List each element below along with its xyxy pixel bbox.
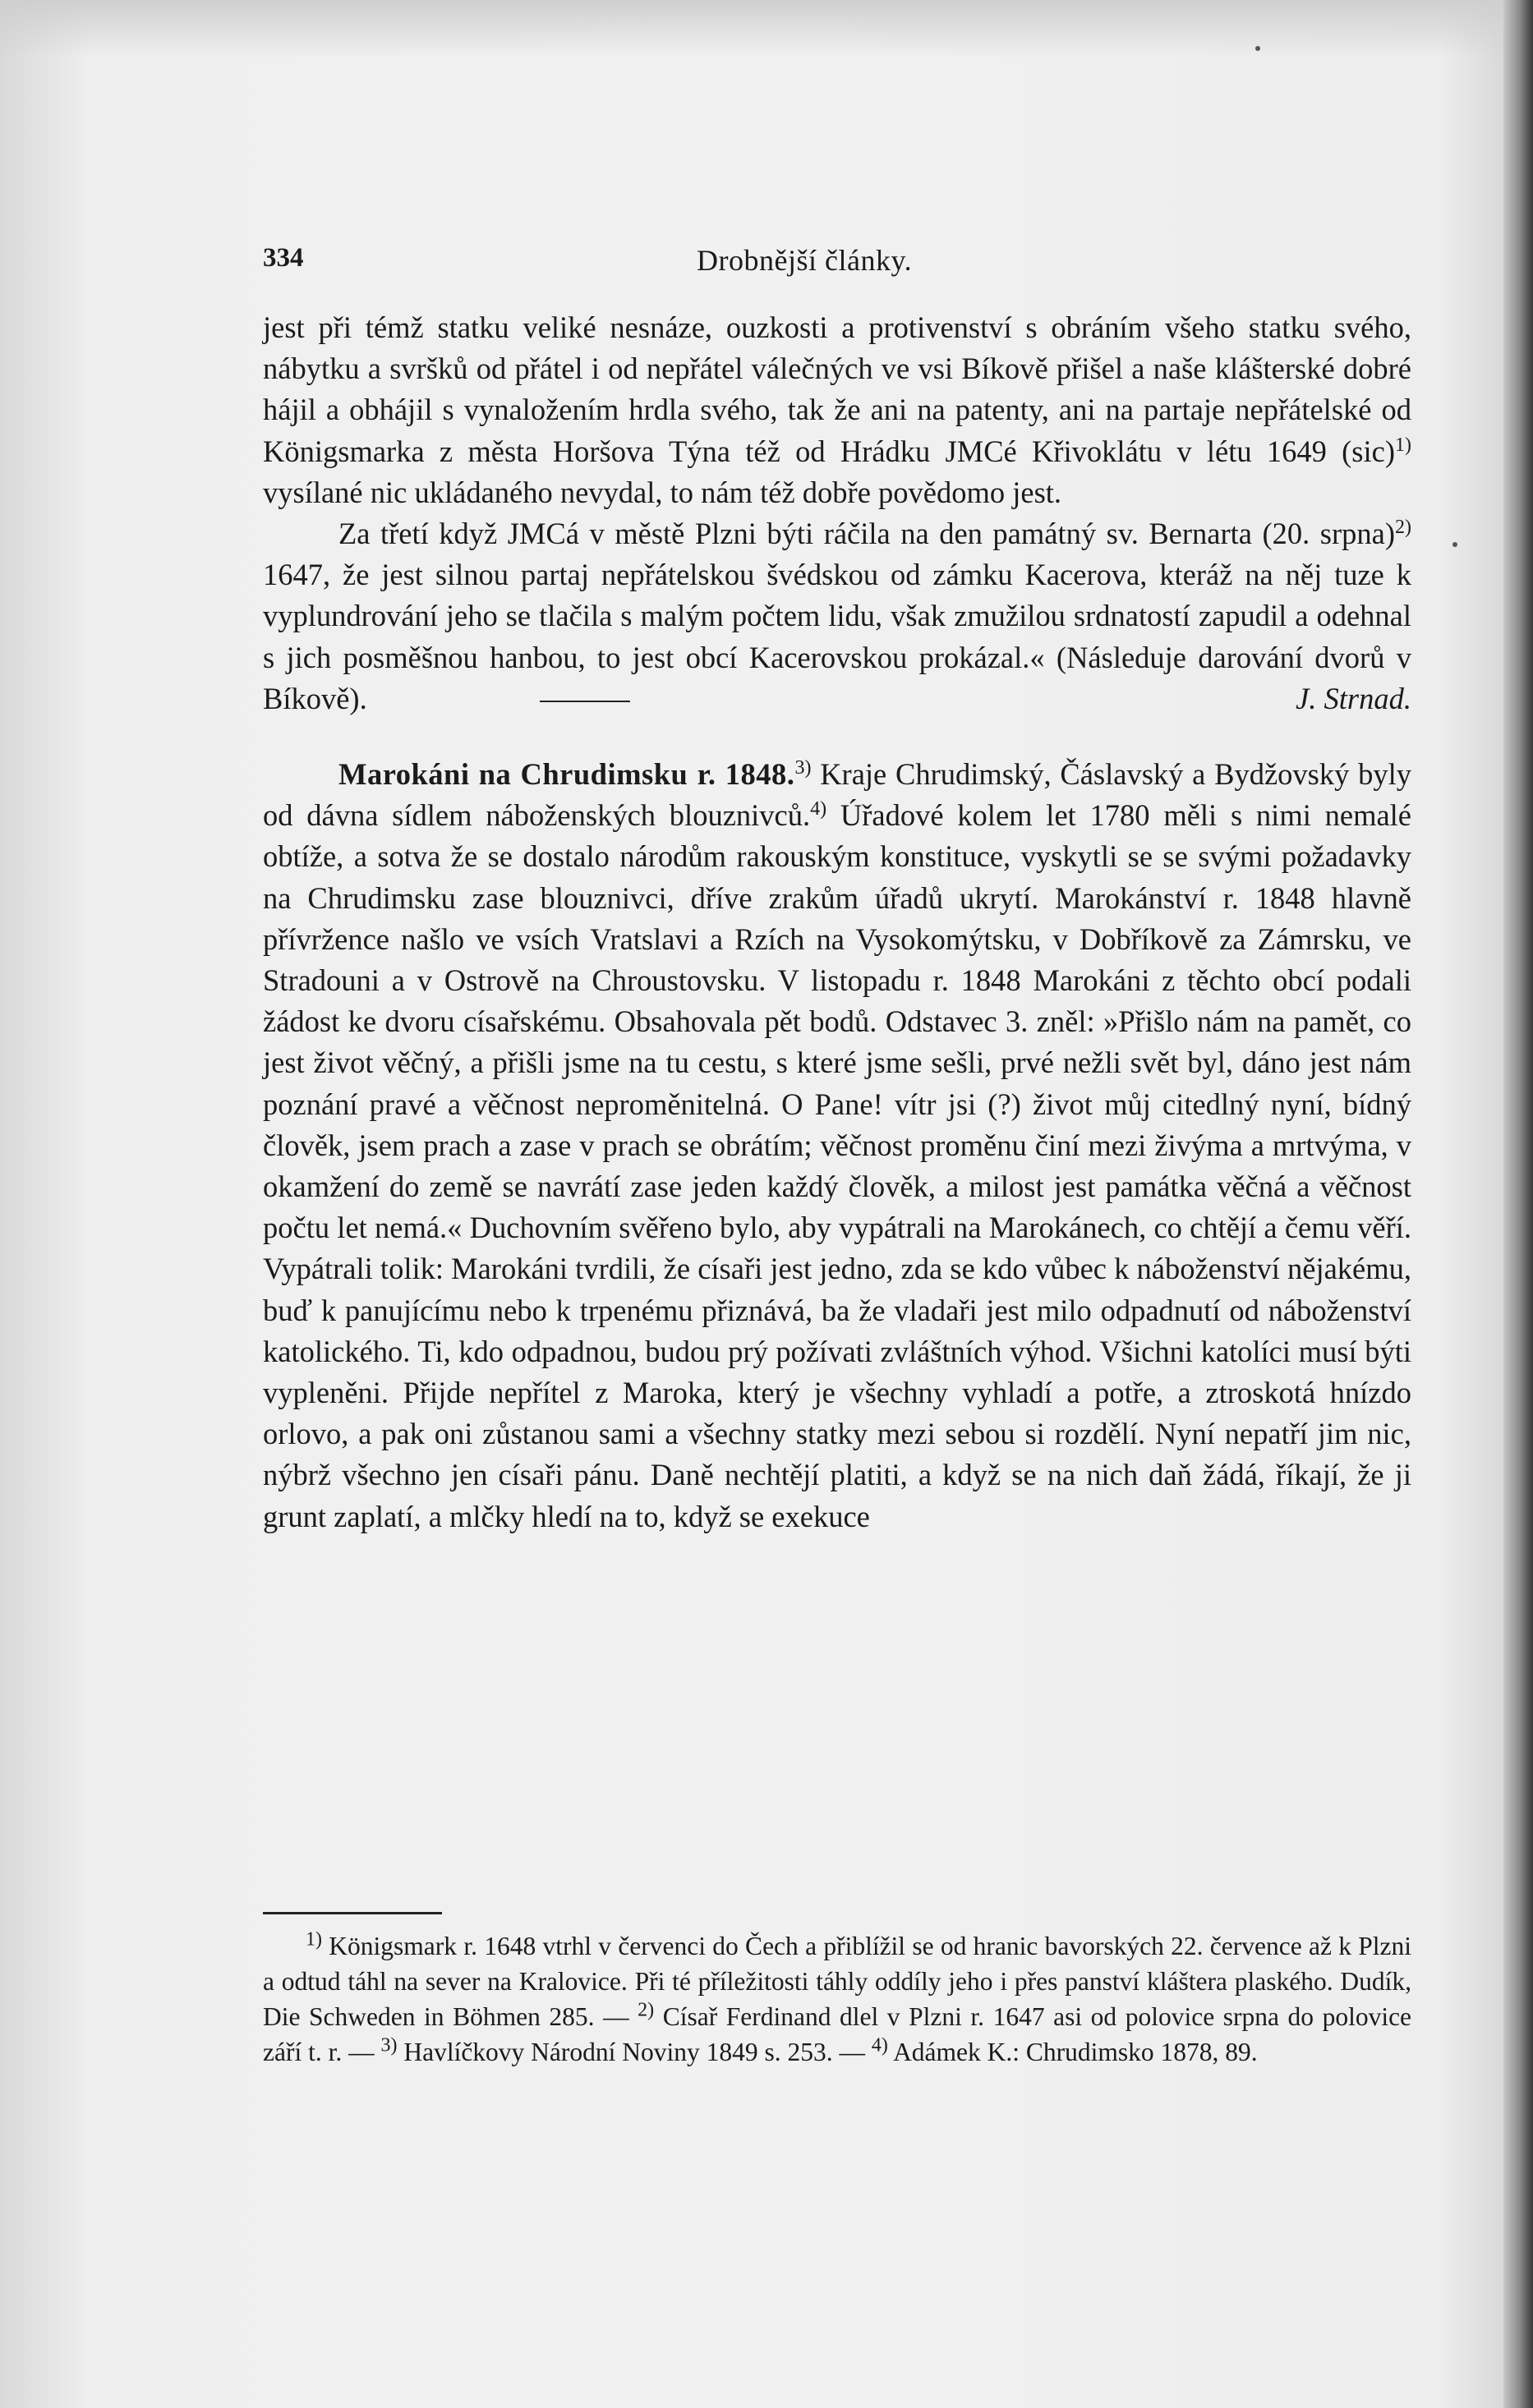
footnote-ref: 1): [1395, 434, 1411, 456]
text-run: Úřadové kolem let 1780 měli s nimi nemalé obtíže, a sotva že se dostalo národům rakouským konstituce, vyskytli se se svými požadavky na Chrudimsku zase blouznivci, dříve zrakům úřadů ukrytí. Marokánství r. 1848 hlavně přívržence našlo ve vsích Vratslavi a Rzích na Vysokomýtsku, v Dobříkově za Zámrsku, ve Stradouni a v Ostrově na Chroustovsku. V listopadu r. 1848 Marokáni z těchto obcí podali žádost ke dvoru císařskému. Obsahovala pět bodů. Odstavec 3. zněl: »Přišlo nám na pamět, co jest život věčný, a přišli jsme na tu cestu, s které jsme sešli, prvé nežli svět byl, dáno jest nám poznání pravé a věčnost neproměnitelná. O Pane! vítr jsi (?) život můj citedlný nyní, bídný člověk, jsem prach a zase v prach se obrátím; věčnost proměnu činí mezi živýma a mrtvýma, v okamžení do země se navrátí zase jeden každý člověk, a milost jest památka věčná a věčnost počtu let nemá.« Duchovním svěřeno bylo, aby vypátrali na Marokánech, co chtějí a čemu věří. Vypátrali tolik: Marokáni tvrdili, že císaři jest jedno, zda se kdo vůbec k náboženství nějakému, buď k panujícímu nebo k trpenému přiznává, ba že vladaři jest milo odpadnutí od náboženství katolického. Ti, kdo odpadnou, budou prý požívati zvláštních výhod. Všichni katolíci musí býti vypleněni. Přijde nepřítel z Maroka, který je všechny vyhladí a potře, a ztroskotá hnízdo orlovo, a pak oni zůstanou sami a všechny statky mezi sebou si rozdělí. Nyní nepatří jim nic, nýbrž všechno jen císaři pánu. Daně nechtějí platiti, a když se na nich daň žádá, říkají, že ji grunt zaplatí, a mlčky hledí na to, když se exekuce: [263, 798, 1411, 1533]
scan-speck: [1255, 46, 1260, 51]
text-run: Kraje Chrudimský, Čáslavský a Bydžovský byly od dávna sídlem náboženských blouznivců.: [263, 757, 1411, 833]
paragraph: [263, 513, 1411, 719]
page-header: [263, 243, 1372, 284]
footnote-mark: 4): [871, 2034, 888, 2056]
footnote-text: Havlíčkovy Národní Noviny 1849 s. 253. —: [403, 2038, 866, 2066]
book-binding-edge: [1503, 0, 1533, 2408]
separator-rule: [540, 701, 630, 702]
footnote-mark: 2): [638, 1999, 655, 2021]
scan-top-edge: [0, 0, 1533, 57]
text-run: 1647, že jest silnou partaj nepřátelskou švédskou od zámku Kacerova, kteráž na něj tuze k vyplundrování jeho se tlačila s malým počtem lidu, však zmužilou srdnatostí zapudil a odehnal s jich posměšnou hanbou, to jest obcí Kacerovskou prokázal.« (Následuje darování dvorů v Bíkově).: [263, 558, 1411, 715]
paragraph-continuation: [263, 307, 1411, 513]
footnote-ref: 4): [810, 798, 827, 820]
scan-speck: [1452, 542, 1457, 547]
body-text: [263, 307, 1411, 1537]
footnote-ref: 3): [794, 756, 812, 779]
footnote-ref: 2): [1395, 516, 1411, 538]
footnote-text: Císař Ferdinand dlel v Plzni r. 1647 asi od polovice srpna do polovice září t. r. —: [263, 2002, 1412, 2066]
footnote-block: [263, 1928, 1411, 2070]
footnote-separator: [263, 1912, 442, 1914]
footnote-text: Adámek K.: Chrudimsko 1878, 89.: [893, 2038, 1258, 2066]
footnote-mark: 1): [306, 1928, 322, 1951]
article-start: [263, 754, 1411, 1537]
article-title: Marokáni na Chrudimsku r. 1848.: [338, 757, 795, 792]
footnotes: [263, 1928, 1411, 2070]
author-signature: J. Strnad.: [1296, 681, 1411, 715]
text-run: Za třetí když JMCá v městě Plzni býti ráčila na den památný sv. Bernarta (20. srpna): [338, 517, 1395, 551]
text-run: jest při témž statku veliké nesnáze, ouzkosti a protivenství s obráním všeho statku svého, nábytku a svršků od přátel i od nepřátel válečných ve vsi Bíkově přišel a naše klášterské dobré hájil a obhájil s vynaložením hrdla svého, tak že ani na patenty, ani na partaje nepřátelské od Königsmarka z města Horšova Týna též od Hrádku JMCé Křivoklátu v létu 1649 (sic): [263, 310, 1411, 468]
footnote-mark: 3): [380, 2034, 398, 2056]
page-number: 334: [263, 243, 304, 273]
footnote-text: Königsmark r. 1648 vtrhl v červenci do Čech a přiblížil se od hranic bavorských 22. července až k Plzni a odtud táhl na sever na Kralovice. Při té příležitosti táhly oddíly jeho i přes panství kláštera plaského. Dudík, Die Schweden in Böhmen 285. —: [263, 1932, 1412, 2031]
running-head: Drobnější články.: [697, 244, 913, 277]
text-run: vysílané nic ukládaného nevydal, to nám též dobře povědomo jest.: [263, 475, 1062, 509]
